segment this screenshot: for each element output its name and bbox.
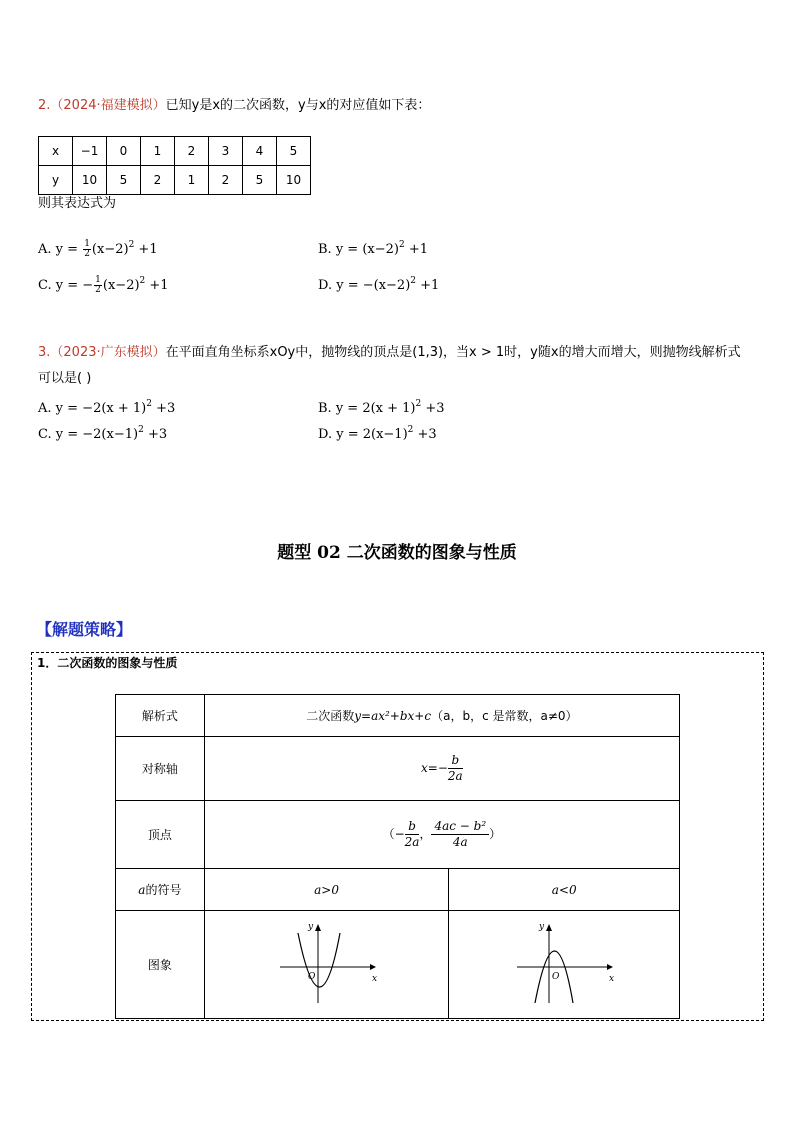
q3-option-c[interactable]: C. $y = -2(x-1)^2 +3$ <box>38 425 168 442</box>
q2-option-d[interactable]: D. $y = -(x-2)^2 +1$ <box>318 276 440 293</box>
parabola-opening-up-graph <box>272 919 382 1007</box>
q3-option-a[interactable]: A. $y = -2(x + 1)^2 +3$ <box>38 399 176 416</box>
axis-cell: x=− $\frac{b}{2a}$ <box>204 737 679 801</box>
strategy-label: 【解题策略】 <box>36 620 133 639</box>
q3-option-b[interactable]: B. $y = 2(x + 1)^2 +3$ <box>318 399 445 416</box>
table-row <box>116 801 680 869</box>
q2-option-a[interactable]: A. y = $\frac{1}{2}$ $(x-2)^2 +1$ <box>38 239 158 259</box>
q2-option-c[interactable]: C. y = − $\frac{1}{2}$ $(x-2)^2 +1$ <box>38 275 169 295</box>
row-label-formula: 解析式 <box>116 695 205 737</box>
q3-stem-line1: 3.（2023·广东模拟）在平面直角坐标系xOy中，抛物线的顶点是(1,3)，当x > 1时，y随x的增大而增大，则抛物线解析式 <box>38 345 741 360</box>
q2-source: 2.（2024·福建模拟） <box>38 98 166 113</box>
box-title: 1．二次函数的图象与性质 <box>37 656 178 670</box>
svg-text:y: y <box>307 922 313 932</box>
parabola-opening-down-graph <box>509 919 619 1007</box>
vertex-cell: （− $\frac{b}{2a}$ ， $\frac{\text{4ac − b²}}{4a}$ ） <box>204 801 679 869</box>
table-row: x −1 0 1 2 3 4 5 <box>39 137 311 166</box>
q2-value-table <box>38 136 311 195</box>
table-row <box>116 869 680 911</box>
svg-text:O: O <box>552 972 560 982</box>
sign-positive: a>0 <box>204 869 449 911</box>
q3-source: 3.（2023·广东模拟） <box>38 345 166 360</box>
q3-option-d[interactable]: D. $y = 2(x-1)^2 +3$ <box>318 425 437 442</box>
graph-upward <box>204 911 449 1019</box>
formula-cell: 二次函数y=ax²+bx+c（a，b，c 是常数，a≠0） <box>204 695 679 737</box>
svg-text:x: x <box>371 974 377 984</box>
svg-text:y: y <box>539 922 545 932</box>
table-row <box>116 737 680 801</box>
svg-text:x: x <box>609 974 615 984</box>
table-row: y 10 5 2 1 2 5 10 <box>39 166 311 195</box>
row-label-graph: 图象 <box>116 911 205 1019</box>
property-table <box>115 694 680 1019</box>
row-label-vertex: 顶点 <box>116 801 205 869</box>
graph-downward <box>449 911 680 1019</box>
q2-after-text: 则其表达式为 <box>38 196 117 211</box>
q2-stem: 2.（2024·福建模拟）已知y是x的二次函数，y与x的对应值如下表： <box>38 98 431 113</box>
table-row <box>116 695 680 737</box>
svg-text:O: O <box>307 972 315 982</box>
q3-stem-line2: 可以是( ) <box>38 371 92 386</box>
row-label-sign: a的符号 <box>116 869 205 911</box>
q2-option-b[interactable]: B. $y = (x-2)^2 +1$ <box>318 240 428 257</box>
sign-negative: a<0 <box>449 869 680 911</box>
section-title: 题型 02 二次函数的图象与性质 <box>277 543 517 563</box>
row-label-axis: 对称轴 <box>116 737 205 801</box>
table-row <box>116 911 680 1019</box>
